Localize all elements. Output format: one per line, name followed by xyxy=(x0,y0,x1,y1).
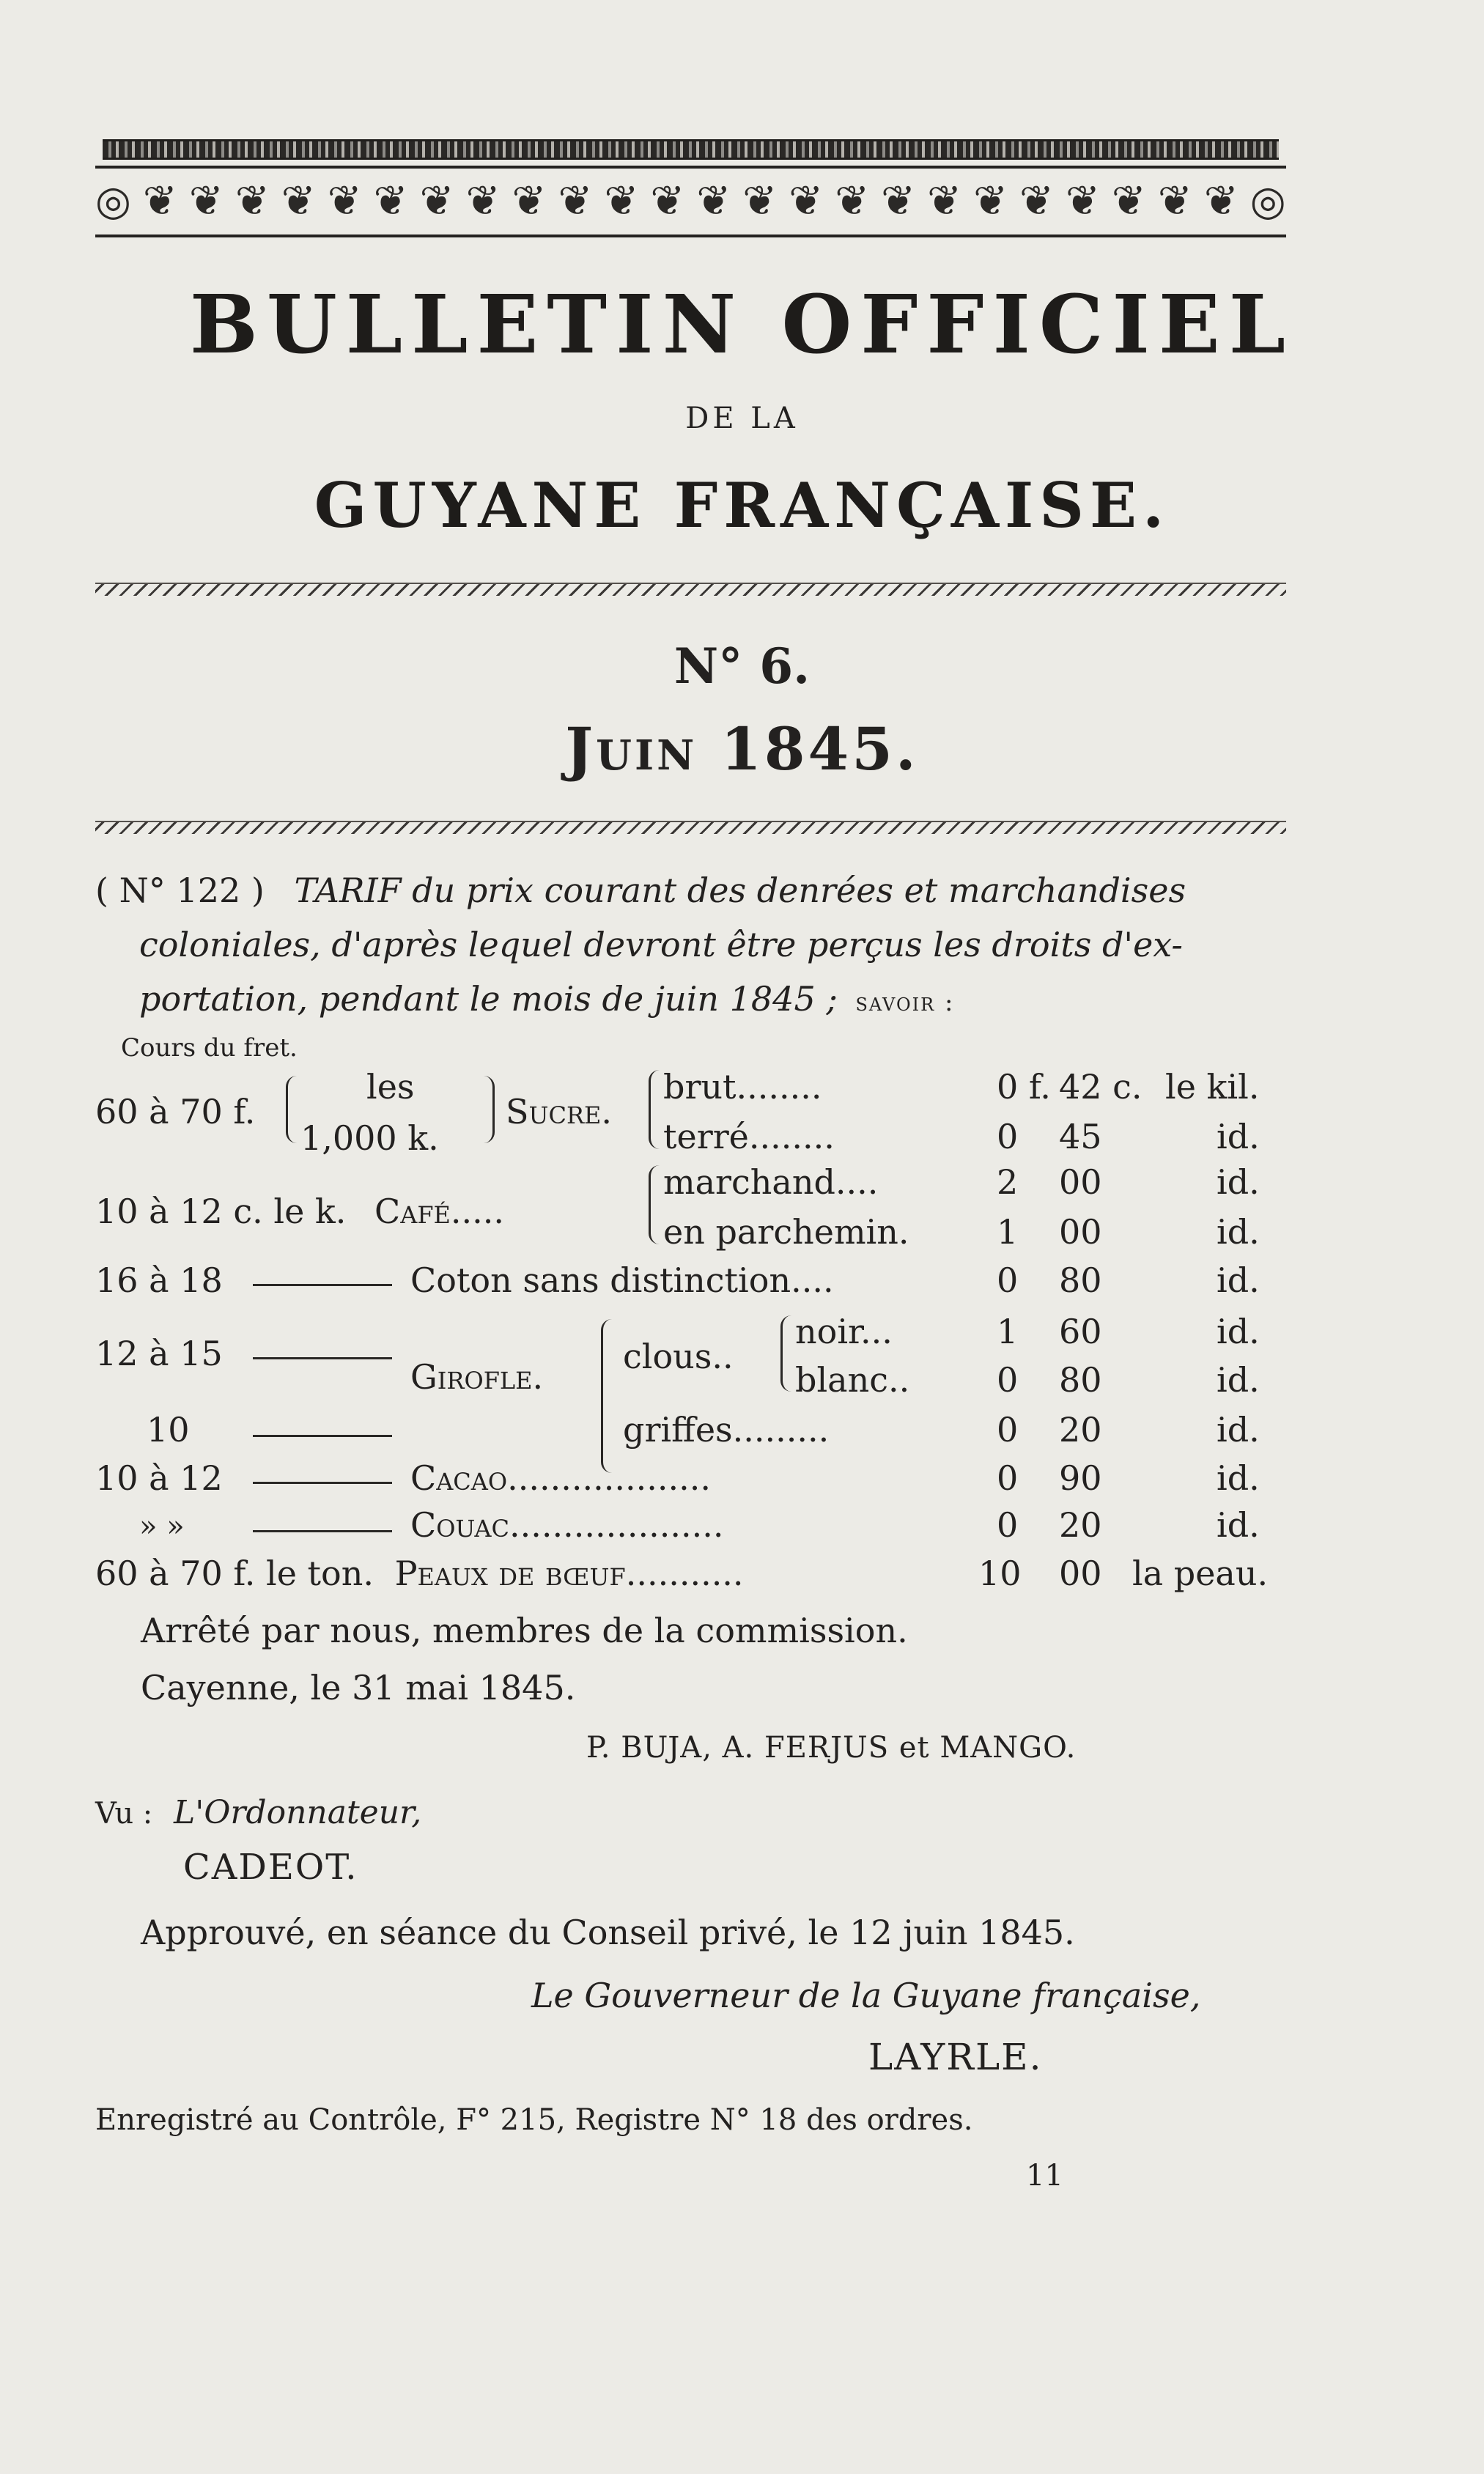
girofle-blanc: blanc.. xyxy=(795,1360,910,1400)
place-date: Cayenne, le 31 mai 1845. xyxy=(141,1668,576,1707)
title-de-la: DE LA xyxy=(685,402,799,435)
freight-column-header: Cours du fret. xyxy=(121,1033,298,1063)
act-line-2: coloniales, d'après lequel devront être perçus les droits d'ex- xyxy=(139,925,1183,964)
peaux-f: 10 xyxy=(978,1554,1022,1593)
sucre-unit-top: les xyxy=(366,1067,415,1107)
coton-dash xyxy=(253,1284,392,1286)
ordonnateur-name: CADEOT. xyxy=(183,1847,358,1888)
peaux-freight: 60 à 70 f. le ton. xyxy=(95,1554,374,1593)
cafe-marchand-c: 00 xyxy=(1059,1162,1102,1202)
ornamental-border-top xyxy=(103,139,1279,160)
act-savoir: savoir : xyxy=(855,988,955,1017)
cafe-marchand-f: 2 xyxy=(997,1162,1019,1202)
act-number: ( N° 122 ) xyxy=(95,871,265,910)
peaux-unit: la peau. xyxy=(1132,1554,1269,1593)
girofle-dash-bottom xyxy=(253,1435,392,1437)
peaux-c: 00 xyxy=(1059,1554,1102,1593)
cafe-parchemin-f: 1 xyxy=(997,1212,1019,1252)
girofle-griffes: griffes......... xyxy=(623,1410,830,1450)
girofle-noir-c: 60 xyxy=(1059,1312,1102,1351)
couac-f: 0 xyxy=(997,1505,1019,1545)
girofle-griffes-c: 20 xyxy=(1059,1410,1102,1450)
cafe-marchand: marchand.... xyxy=(663,1162,879,1202)
approuve-line: Approuvé, en séance du Conseil privé, le 12 juin 1845. xyxy=(141,1913,1075,1952)
act-line-1: TARIF du prix courant des denrées et marchandises xyxy=(294,871,1186,910)
girofle-blanc-f: 0 xyxy=(997,1360,1019,1400)
cafe-name: Café..... xyxy=(374,1192,505,1231)
page-number: 11 xyxy=(1026,2159,1063,2193)
cafe-parchemin-unit: id. xyxy=(1217,1212,1260,1252)
wavy-rule-1 xyxy=(95,583,1286,596)
cafe-freight: 10 à 12 c. le k. xyxy=(95,1192,347,1231)
cafe-marchand-unit: id. xyxy=(1217,1162,1260,1202)
sucre-terre-f: 0 xyxy=(997,1117,1019,1156)
brace-girofle-clous xyxy=(780,1315,791,1392)
girofle-dash-top xyxy=(253,1357,392,1359)
brace-girofle xyxy=(601,1319,612,1473)
issue-date: Juin 1845. xyxy=(565,714,919,783)
girofle-griffes-f: 0 xyxy=(997,1410,1019,1450)
colony-title: GUYANE FRANÇAISE. xyxy=(314,469,1170,542)
cacao-freight: 10 à 12 xyxy=(95,1458,223,1498)
cacao-dash xyxy=(253,1482,392,1484)
sucre-brut-unit: le kil. xyxy=(1165,1067,1260,1107)
ornamental-vine-band: ◎ ❦ ❦ ❦ ❦ ❦ ❦ ❦ ❦ ❦ ❦ ❦ ❦ ❦ ❦ ❦ ❦ ❦ ❦ ❦ ❦ ❦ ❦ ❦ ❦ ◎ xyxy=(95,166,1286,237)
coton-freight: 16 à 18 xyxy=(95,1260,223,1300)
sucre-freight: 60 à 70 f. xyxy=(95,1092,256,1131)
cafe-parchemin-c: 00 xyxy=(1059,1212,1102,1252)
girofle-noir: noir... xyxy=(795,1312,893,1351)
coton-f: 0 xyxy=(997,1260,1019,1300)
sucre-unit-bottom: 1,000 k. xyxy=(300,1118,439,1158)
coton-unit: id. xyxy=(1217,1260,1260,1300)
act-line-3: portation, pendant le mois de juin 1845 ; xyxy=(139,979,838,1019)
brace-sucre-unit-close xyxy=(484,1076,495,1143)
gouverneur-title: Le Gouverneur de la Guyane française, xyxy=(531,1976,1201,2015)
girofle-blanc-c: 80 xyxy=(1059,1360,1102,1400)
sucre-brut-c: 42 c. xyxy=(1059,1067,1142,1107)
wavy-rule-2 xyxy=(95,821,1286,834)
cacao-f: 0 xyxy=(997,1458,1019,1498)
cacao-unit: id. xyxy=(1217,1458,1260,1498)
bulletin-title: BULLETIN OFFICIEL xyxy=(189,277,1295,372)
sucre-terre-unit: id. xyxy=(1217,1117,1260,1156)
couac-c: 20 xyxy=(1059,1505,1102,1545)
vu-label: Vu : xyxy=(95,1797,153,1831)
couac-dash xyxy=(253,1530,392,1532)
sucre-brut-f: 0 f. xyxy=(997,1067,1051,1107)
couac-unit: id. xyxy=(1217,1505,1260,1545)
sucre-terre: terré........ xyxy=(663,1117,835,1156)
cacao-label: Cacao................... xyxy=(410,1458,711,1498)
sucre-brut: brut........ xyxy=(663,1067,822,1107)
registration-note: Enregistré au Contrôle, F° 215, Registre N° 18 des ordres. xyxy=(95,2103,973,2137)
girofle-clous: clous.. xyxy=(623,1337,734,1376)
girofle-freight-top: 12 à 15 xyxy=(95,1334,223,1373)
arrete-line: Arrêté par nous, membres de la commission. xyxy=(141,1611,908,1650)
girofle-noir-f: 1 xyxy=(997,1312,1019,1351)
commission-signatories: P. BUJA, A. FERJUS et MANGO. xyxy=(586,1731,1077,1765)
issue-number: N° 6. xyxy=(673,638,811,695)
coton-c: 80 xyxy=(1059,1260,1102,1300)
brace-sucre-unit xyxy=(286,1076,297,1143)
gouverneur-name: LAYRLE. xyxy=(868,2036,1043,2078)
cacao-c: 90 xyxy=(1059,1458,1102,1498)
sucre-terre-c: 45 xyxy=(1059,1117,1102,1156)
ordonnateur-title: L'Ordonnateur, xyxy=(174,1794,422,1831)
girofle-name: Girofle. xyxy=(410,1357,544,1397)
coton-label: Coton sans distinction.... xyxy=(410,1260,834,1300)
couac-label: Couac.................... xyxy=(410,1505,724,1545)
couac-freight: » » xyxy=(139,1510,185,1543)
girofle-griffes-unit: id. xyxy=(1217,1410,1260,1450)
girofle-noir-unit: id. xyxy=(1217,1312,1260,1351)
girofle-freight-bottom: 10 xyxy=(147,1410,190,1450)
sucre-name: Sucre. xyxy=(506,1092,613,1131)
cafe-parchemin: en parchemin. xyxy=(663,1212,909,1252)
brace-sucre xyxy=(649,1070,660,1149)
brace-cafe xyxy=(649,1165,660,1244)
girofle-blanc-unit: id. xyxy=(1217,1360,1260,1400)
peaux-label: Peaux de bœuf........... xyxy=(394,1554,744,1593)
